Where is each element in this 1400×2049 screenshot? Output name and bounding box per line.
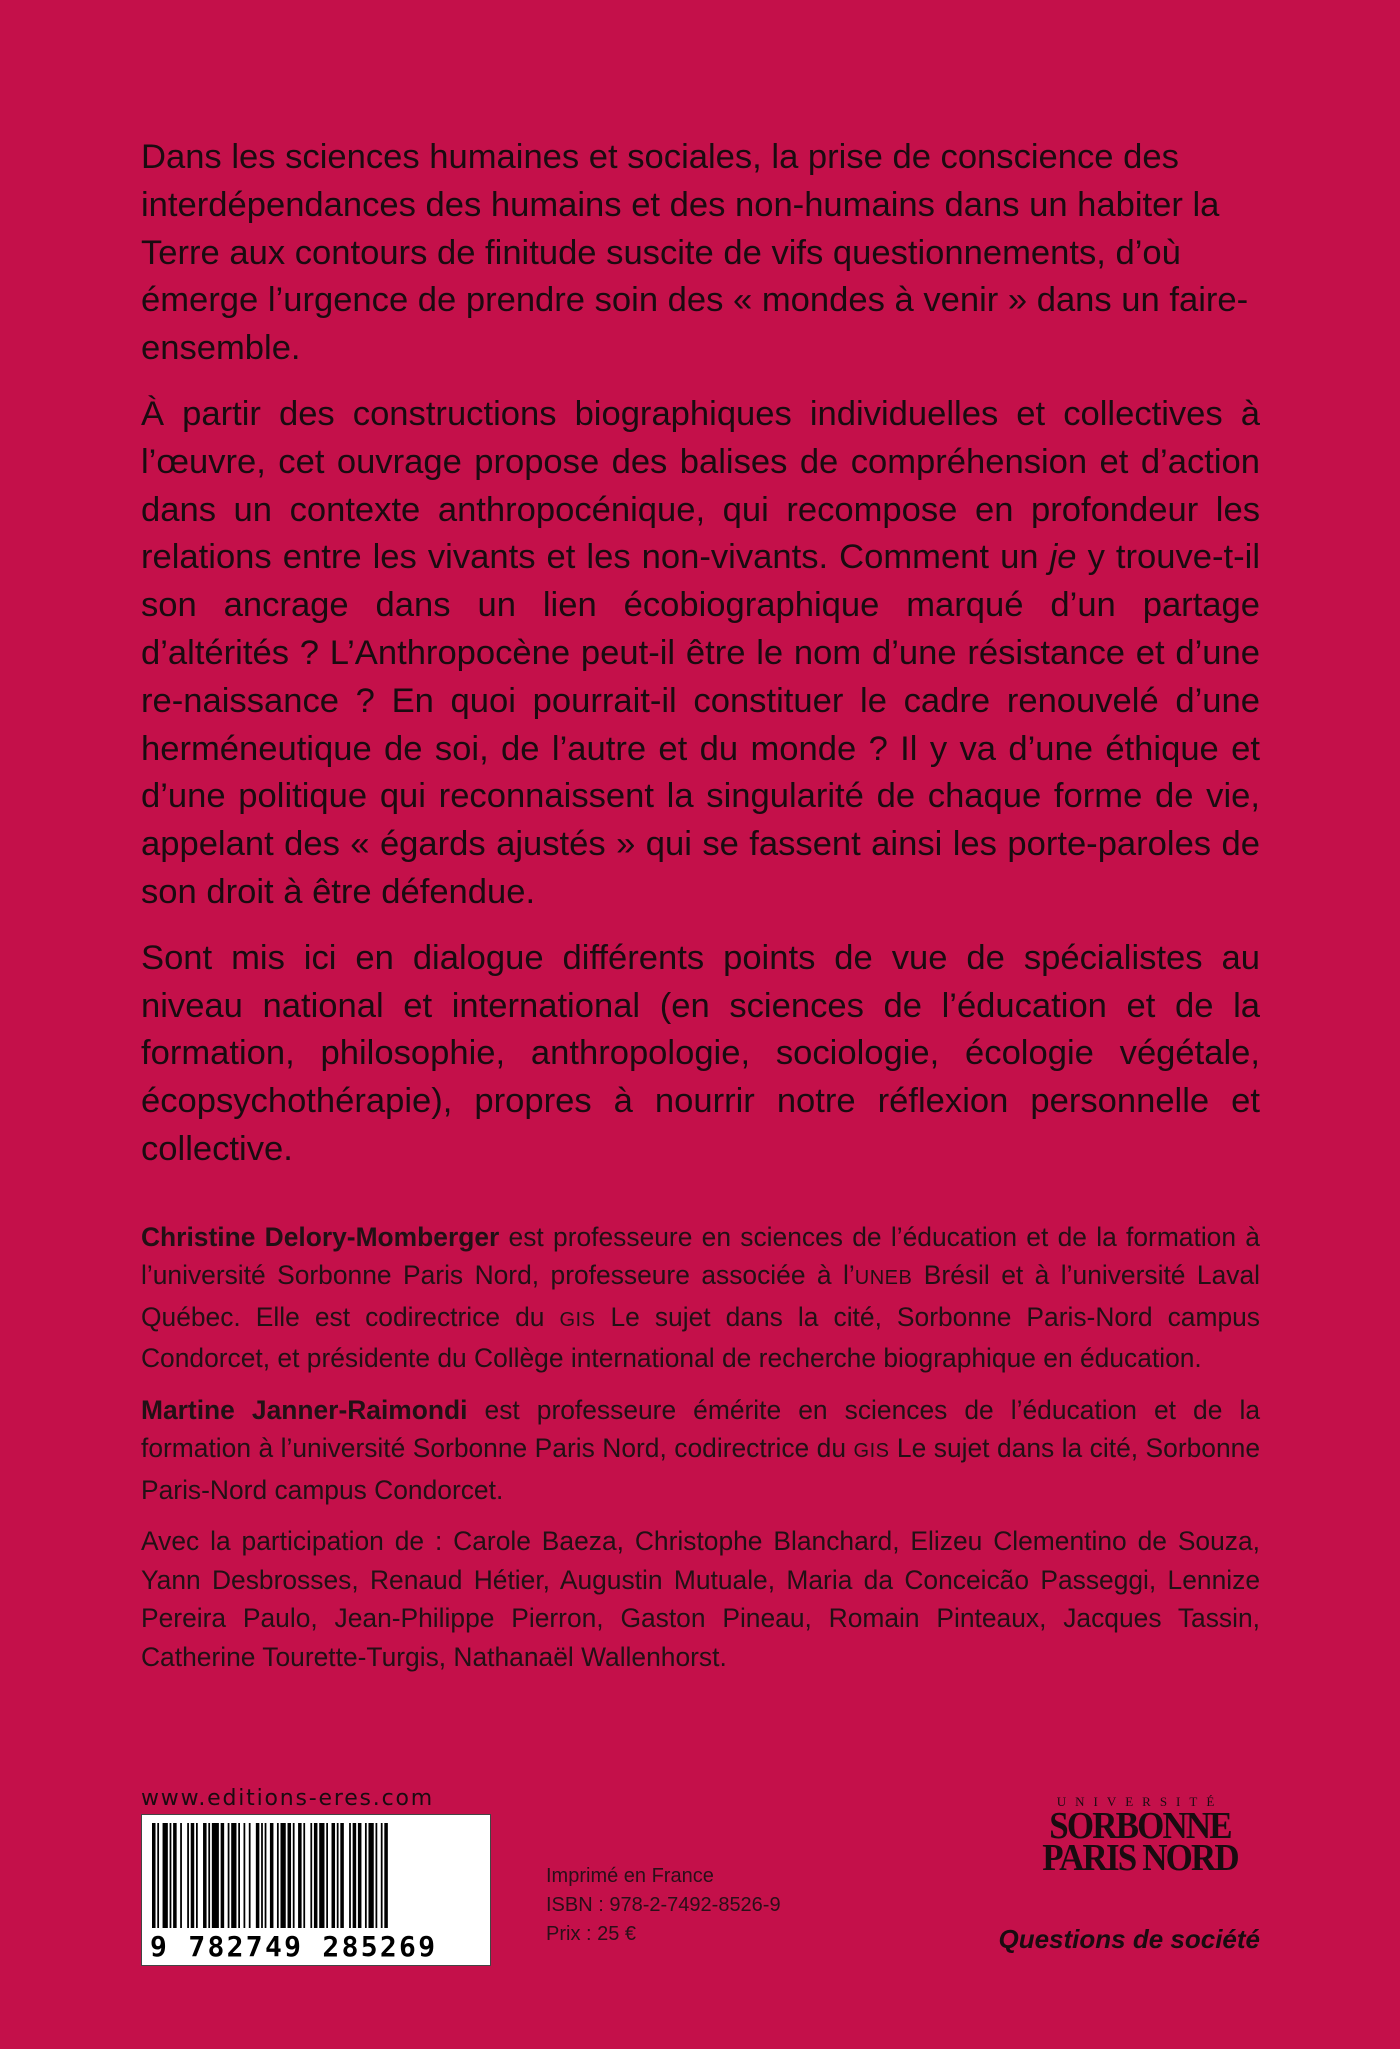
barcode-bar xyxy=(208,1823,210,1928)
print-info xyxy=(546,1862,781,1949)
barcode-bar xyxy=(249,1823,251,1928)
barcode-bar xyxy=(314,1823,318,1928)
barcode-bars xyxy=(152,1823,480,1928)
barcode-bar xyxy=(298,1823,302,1928)
barcode-bar xyxy=(212,1823,219,1928)
barcode-bar xyxy=(152,1823,156,1928)
barcode-bar xyxy=(157,1823,159,1928)
barcode-bar xyxy=(368,1823,373,1928)
summary xyxy=(141,134,1260,1174)
barcode-bar xyxy=(381,1823,383,1928)
barcode-bar xyxy=(277,1823,279,1928)
price: Prix : 25 € xyxy=(546,1923,637,1945)
publisher-website: www.editions-eres.com xyxy=(141,1786,434,1811)
series-title: Questions de société xyxy=(998,1924,1260,1954)
isbn-barcode xyxy=(141,1814,491,1966)
back-cover-text xyxy=(141,134,1260,1689)
barcode-bar xyxy=(180,1823,182,1928)
summary-paragraph-2-part-a: À partir des constructions biographiques individuelles et collectives à l’œuvre, cet ouvrage propose des balises de compréhension et d’action dans un contexte anthropocénique, qui recompose en profondeur les relations entre les vivants et les non-vivants. Comment un xyxy=(141,394,1260,577)
barcode-bar xyxy=(163,1823,168,1928)
logo-universite: UNIVERSITÉ xyxy=(1056,1794,1224,1809)
bio-delory-momberger xyxy=(141,1218,1260,1378)
author-name-1: Christine Delory-Momberger xyxy=(141,1221,500,1252)
sorbonne-paris-nord-logo xyxy=(1020,1794,1260,1879)
barcode-bar xyxy=(244,1823,246,1928)
barcode-bar xyxy=(358,1823,362,1928)
barcode-bar xyxy=(173,1823,177,1928)
barcode-bar xyxy=(332,1823,336,1928)
barcode-bar xyxy=(280,1823,285,1928)
bio-1-uneb: UNEB xyxy=(854,1267,913,1290)
barcode-digits: 9 782749 285269 xyxy=(150,1930,482,1963)
bio-1-text-c: Le sujet dans la cité, Sorbonne Paris-Nord campus Condorcet, et présidente du Collège international de recherche biographique en éducation. xyxy=(141,1301,1260,1374)
barcode-bar xyxy=(384,1823,388,1928)
barcode-bar xyxy=(265,1823,267,1928)
isbn: ISBN : 978-2-7492-8526-9 xyxy=(546,1894,781,1916)
barcode-bar xyxy=(303,1823,305,1928)
bio-1-text-b: Brésil et à l’université Laval Québec. Elle est codirectrice du xyxy=(141,1260,1260,1332)
barcode-bar xyxy=(340,1823,344,1928)
bio-janner-raimondi xyxy=(141,1391,1260,1510)
summary-paragraph-2-part-b: y trouve-t-il son ancrage dans un lien écobiographique marqué d’un partage d’altérités ? L’Anthropocène peut-il être le nom d’une résistance et d’une re-naissance ? En quoi pourrait-il constituer le cadre renouvelé d’une herméneutique de soi, de l’autre et du monde ? Il y va d’une éthique et d’une politique qui reconnaissent la singularité de chaque forme de vie, appelant des « égards ajustés » qui se fassent ainsi les porte-paroles de son droit à être défendue. xyxy=(141,538,1261,911)
barcode-bar xyxy=(376,1823,378,1928)
barcode-bar xyxy=(353,1823,357,1928)
author-name-2: Martine Janner-Raimondi xyxy=(141,1394,468,1425)
barcode-bar xyxy=(270,1823,274,1928)
cover-footer xyxy=(141,1786,1260,1966)
logo-paris-nord: PARIS NORD xyxy=(1042,1837,1238,1879)
summary-paragraph-2 xyxy=(141,391,1260,917)
barcode-bar xyxy=(238,1823,240,1928)
barcode-bar xyxy=(228,1823,230,1928)
barcode-bar xyxy=(261,1823,263,1928)
bio-2-text-b: Le sujet dans la cité, Sorbonne Paris-Nord campus Condorcet. xyxy=(141,1433,1260,1505)
bio-2-gis: GIS xyxy=(853,1440,890,1463)
barcode-bar xyxy=(326,1823,328,1928)
bio-1-text-a: est professeure en sciences de l’éducation et de la formation à l’université Sorbonne Paris Nord, professeure associée à l’ xyxy=(141,1221,1260,1291)
bio-2-text-a: est professeure émérite en sciences de l’éducation et de la formation à l’université Sorbonne Paris Nord, codirectrice du xyxy=(141,1394,1260,1464)
barcode-bar xyxy=(196,1823,198,1928)
barcode-bar xyxy=(310,1823,312,1928)
summary-paragraph-1: Dans les sciences humaines et sociales, la prise de conscience des interdépendances des humains et des non-humains dans un habiter la Terre aux contours de finitude suscite de vifs questionnements, d’où émerge l’urgence de prendre soin des « mondes à venir » dans un faire-ensemble. xyxy=(141,138,1249,368)
summary-paragraph-3: Sont mis ici en dialogue différents points de vue de spécialistes au niveau national et international (en sciences de l’éducation et de la formation, philosophie, anthropologie, sociologie, écologie végétale, écopsychothérapie), propres à nourrir notre réflexion personnelle et collective. xyxy=(141,938,1260,1168)
author-bios xyxy=(141,1218,1260,1677)
bio-1-gis: GIS xyxy=(559,1308,596,1331)
barcode-bar xyxy=(365,1823,367,1928)
barcode-bar xyxy=(203,1823,207,1928)
barcode-bar xyxy=(221,1823,225,1928)
barcode-bar xyxy=(191,1823,195,1928)
barcode-bar xyxy=(288,1823,292,1928)
barcode-bar xyxy=(187,1823,189,1928)
logo-sorbonne: SORBONNE xyxy=(1049,1805,1231,1847)
participants-list: Avec la participation de : Carole Baeza, Christophe Blanchard, Elizeu Clementino de Souza, Yann Desbrosses, Renaud Hétier, Augustin Mutuale, Maria da Conceicão Passeggi, Lennize Pereira Paulo, Jean-Philippe Pierron, Gaston Pineau, Romain Pinteaux, Jacques Tassin, Catherine Tourette-Turgis, Nathanaël Wallenhorst. xyxy=(141,1526,1260,1672)
barcode-bar xyxy=(293,1823,295,1928)
printed-in: Imprimé en France xyxy=(546,1865,714,1887)
summary-paragraph-2-italic: je xyxy=(1049,538,1077,577)
barcode-bar xyxy=(349,1823,351,1928)
barcode-bar xyxy=(231,1823,236,1928)
barcode-bar xyxy=(256,1823,260,1928)
barcode-bar xyxy=(170,1823,172,1928)
barcode-bar xyxy=(337,1823,339,1928)
barcode-bar xyxy=(319,1823,324,1928)
